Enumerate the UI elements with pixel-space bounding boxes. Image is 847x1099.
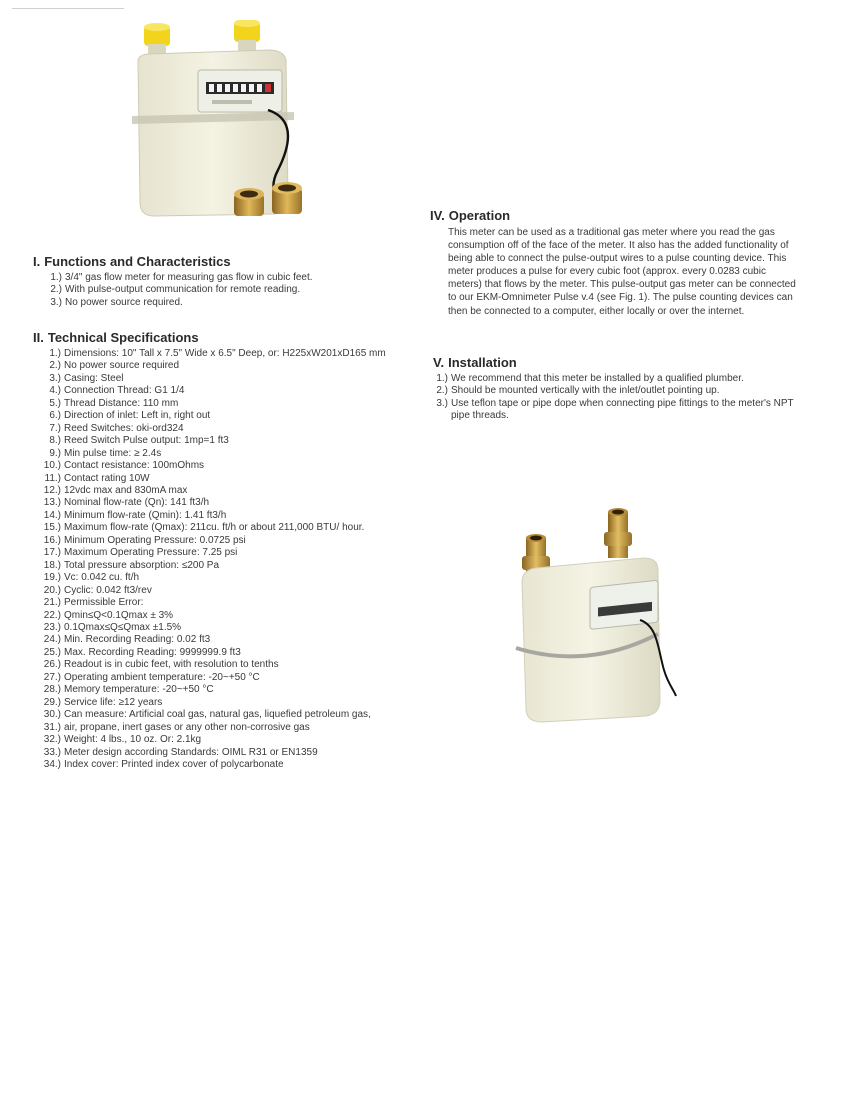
spec-item — [33, 435, 433, 447]
spec-item — [33, 522, 433, 534]
spec-item-number: 5.) — [49, 397, 61, 409]
operation-heading: IV. Operation — [430, 208, 511, 223]
spec-item-number: 6.) — [49, 410, 61, 422]
spec-item — [33, 497, 433, 509]
spec-item-text: Total pressure absorption: ≤200 Pa — [64, 559, 220, 571]
spec-item-text: Qmin≤Q<0.1Qmax ± 3% — [64, 609, 174, 621]
spec-item-number: 16.) — [43, 534, 61, 546]
spec-item-text: Maximum Operating Pressure: 7.25 psi — [64, 547, 238, 559]
scan-line — [12, 8, 124, 9]
spec-item-text: Connection Thread: G1 1/4 — [64, 385, 185, 397]
spec-item — [33, 560, 433, 572]
spec-item — [33, 535, 433, 547]
spec-item-text: Minimum flow-rate (Qmin): 1.41 ft3/h — [64, 509, 227, 521]
functions-item-number: 3.) — [50, 296, 62, 308]
spec-item-number: 7.) — [49, 422, 61, 434]
spec-item-text: No power source required — [64, 360, 180, 372]
spec-item-text: Maximum flow-rate (Qmax): 211cu. ft/h or about 211,000 BTU/ hour. — [64, 522, 365, 534]
spec-item-text: Contact rating 10W — [64, 472, 150, 484]
spec-item-text: Max. Recording Reading: 9999999.9 ft3 — [64, 646, 241, 658]
spec-item-text: Can measure: Artificial coal gas, natural gas, liquefied petroleum gas, — [64, 709, 371, 721]
spec-item-number: 26.) — [43, 659, 61, 671]
spec-item — [33, 672, 433, 684]
spec-item — [33, 747, 433, 759]
spec-item-text: Contact resistance: 100mOhms — [64, 460, 205, 472]
operation-section — [430, 208, 800, 318]
spec-item-number: 10.) — [43, 460, 61, 472]
installation-item — [433, 385, 798, 397]
spec-item-number: 23.) — [43, 621, 61, 633]
installation-item-text: Use teflon tape or pipe dope when connecting pipe fittings to the meter's NPT pipe threads. — [451, 397, 794, 422]
spec-item-number: 18.) — [43, 559, 61, 571]
functions-list — [33, 272, 423, 309]
spec-item-text: 0.1Qmax≤Q≤Qmax ±1.5% — [64, 621, 182, 633]
spec-item-number: 13.) — [43, 497, 61, 509]
spec-item-number: 9.) — [49, 447, 61, 459]
installation-list — [433, 373, 798, 423]
spec-item-text: Vc: 0.042 cu. ft/h — [64, 572, 140, 584]
installation-item-number: 2.) — [436, 385, 448, 397]
spec-item-number: 11.) — [44, 472, 61, 484]
spec-item-text: Index cover: Printed index cover of polycarbonate — [64, 758, 284, 770]
spec-item-number: 2.) — [49, 360, 61, 372]
spec-item — [33, 385, 433, 397]
installation-item-text: Should be mounted vertically with the inlet/outlet pointing up. — [451, 385, 720, 397]
spec-item-number: 4.) — [49, 385, 61, 397]
spec-item-number: 25.) — [43, 646, 61, 658]
spec-item-number: 14.) — [43, 509, 61, 521]
functions-section — [33, 254, 423, 309]
spec-item — [33, 572, 433, 584]
spec-item — [33, 423, 433, 435]
spec-item-number: 19.) — [43, 572, 61, 584]
spec-item-text: Cyclic: 0.042 ft3/rev — [64, 584, 152, 596]
spec-item-text: Reed Switch Pulse output: 1mp=1 ft3 — [64, 435, 229, 447]
spec-item-number: 32.) — [43, 734, 61, 746]
spec-item-text: Weight: 4 lbs., 10 oz. Or: 2.1kg — [64, 734, 202, 746]
functions-item — [47, 284, 423, 296]
spec-item — [33, 734, 433, 746]
spec-item — [33, 398, 433, 410]
spec-item-number: 34.) — [43, 758, 61, 770]
spec-item — [33, 448, 433, 460]
operation-paragraph: This meter can be used as a traditional gas meter where you read the gas consumption off of the face of the meter. It also has the added functionality of being able to connect the pulse-output wires to a pulse counting device. This meter produces a pulse for every cubic foot (approx. every 0.0283 cubic meters) that flows by the meter. This pulse-output gas meter can be connected to our EKM-Omnimeter Pulse v.4 (see Fig. 1). The pulse counting devices can then be connected to a computer, either locally or over the internet. — [448, 227, 796, 317]
spec-item-number: 8.) — [49, 435, 61, 447]
functions-item — [47, 297, 423, 309]
spec-item — [33, 610, 433, 622]
spec-item-text: Reed Switches: oki-ord324 — [64, 422, 184, 434]
functions-item-text: With pulse-output communication for remote reading. — [65, 284, 301, 296]
spec-item-text: Service life: ≥12 years — [64, 696, 163, 708]
installation-item-number: 1.) — [436, 373, 448, 384]
specs-section — [33, 330, 433, 771]
spec-item-number: 30.) — [43, 709, 61, 721]
spec-item-text: Readout is in cubic feet, with resolution to tenths — [64, 659, 279, 671]
spec-item-text: Permissible Error: — [64, 597, 144, 609]
spec-item-number: 27.) — [43, 671, 61, 683]
spec-item — [33, 622, 433, 634]
spec-item-text: Minimum Operating Pressure: 0.0725 psi — [64, 534, 246, 546]
installation-section — [433, 355, 798, 423]
spec-item-text: Memory temperature: -20~+50 °C — [64, 684, 214, 696]
spec-item-number: 21.) — [43, 597, 61, 609]
spec-item — [33, 759, 433, 771]
spec-item-number: 20.) — [43, 584, 61, 596]
spec-item-number: 12.) — [43, 484, 61, 496]
installation-item — [433, 373, 798, 385]
spec-item-number: 1.) — [49, 348, 61, 359]
functions-item-number: 2.) — [50, 284, 62, 296]
spec-item-number: 33.) — [43, 746, 61, 758]
installation-heading: V. Installation — [433, 355, 517, 370]
spec-item — [33, 634, 433, 646]
functions-item-number: 1.) — [50, 272, 62, 283]
spec-item-text: Direction of inlet: Left in, right out — [64, 410, 211, 422]
spec-item-number: 15.) — [43, 522, 61, 534]
spec-item — [33, 485, 433, 497]
spec-item-text: Operating ambient temperature: -20~+50 °C — [64, 671, 260, 683]
gas-meter-photo-bottom — [508, 500, 678, 730]
functions-item-text: No power source required. — [65, 296, 183, 308]
spec-item — [33, 709, 433, 721]
functions-heading: I. Functions and Characteristics — [33, 254, 231, 269]
spec-item — [33, 647, 433, 659]
spec-item-text: Nominal flow-rate (Qn): 141 ft3/h — [64, 497, 210, 509]
spec-item — [33, 473, 433, 485]
functions-item — [47, 272, 423, 284]
spec-item-number: 31.) — [43, 721, 61, 733]
spec-item-text: Min pulse time: ≥ 2.4s — [64, 447, 162, 459]
functions-item-text: 3/4" gas flow meter for measuring gas flow in cubic feet. — [65, 272, 313, 283]
spec-item-text: Meter design according Standards: OIML R31 or EN1359 — [64, 746, 318, 758]
spec-item — [33, 585, 433, 597]
gas-meter-photo-top — [128, 20, 323, 235]
spec-item-text: Thread Distance: 110 mm — [64, 397, 179, 409]
specs-heading: II. Technical Specifications — [33, 330, 199, 345]
spec-item — [33, 697, 433, 709]
spec-item-number: 28.) — [43, 684, 61, 696]
spec-item — [33, 684, 433, 696]
spec-item — [33, 360, 433, 372]
spec-item-number: 24.) — [43, 634, 61, 646]
spec-item-number: 3.) — [49, 372, 61, 384]
installation-item-number: 3.) — [436, 397, 448, 409]
spec-item — [33, 547, 433, 559]
spec-item — [33, 373, 433, 385]
spec-item — [33, 510, 433, 522]
installation-item — [433, 398, 796, 423]
spec-item-number: 22.) — [43, 609, 61, 621]
spec-item-text: Dimensions: 10" Tall x 7.5" Wide x 6.5" Deep, or: H225xW201xD165 mm — [64, 348, 386, 359]
spec-item — [33, 460, 433, 472]
spec-item — [33, 659, 433, 671]
spec-item — [33, 348, 433, 360]
spec-item-text: Casing: Steel — [64, 372, 124, 384]
installation-item-text: We recommend that this meter be installed by a qualified plumber. — [451, 373, 744, 384]
spec-item-text: air, propane, inert gases or any other non-corrosive gas — [64, 721, 310, 733]
spec-item-text: Min. Recording Reading: 0.02 ft3 — [64, 634, 211, 646]
specs-list — [33, 348, 433, 771]
spec-item-number: 17.) — [43, 547, 61, 559]
spec-item-number: 29.) — [43, 696, 61, 708]
spec-item — [33, 722, 433, 734]
spec-item-text: 12vdc max and 830mA max — [64, 484, 188, 496]
spec-item — [33, 597, 433, 609]
spec-item — [33, 410, 433, 422]
